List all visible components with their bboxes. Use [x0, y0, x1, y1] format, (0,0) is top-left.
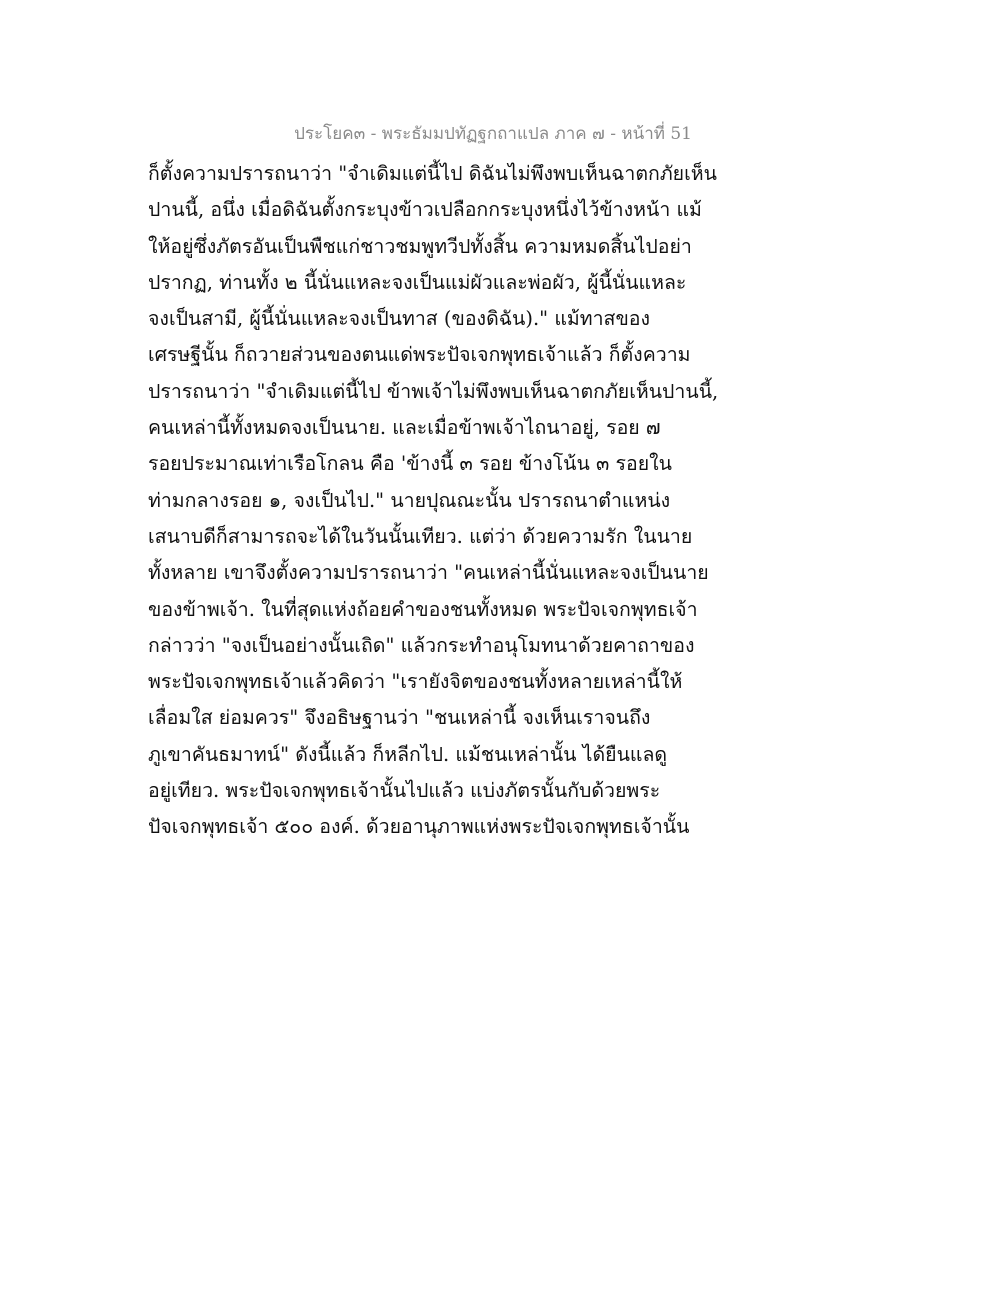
text-line: เลื่อมใส ย่อมควร" จึงอธิษฐานว่า "ชนเหล่านี้ จงเห็นเราจนถึง: [148, 706, 651, 730]
body-text: [148, 156, 719, 846]
running-header: ประโยค๓ - พระธัมมปทัฏฐกถาแปล ภาค ๗ - หน้าที่ 51: [294, 124, 692, 144]
text-line: ทั้งหลาย เขาจึงตั้งความปรารถนาว่า "คนเหล่านี้นั่นแหละจงเป็นนาย: [148, 561, 709, 585]
text-line: ภูเขาคันธมาทน์" ดังนี้แล้ว ก็หลีกไป. แม้ชนเหล่านั้น ได้ยืนแลดู: [148, 742, 668, 766]
text-line: ท่ามกลางรอย ๑, จงเป็นไป." นายปุณณะนั้น ปรารถนาตำแหน่ง: [148, 488, 671, 512]
text-line: ปรารถนาว่า "จำเดิมแต่นี้ไป ข้าพเจ้าไม่พึงพบเห็นฉาตกภัยเห็นปานนี้,: [148, 379, 719, 403]
text-line: ของข้าพเจ้า. ในที่สุดแห่งถ้อยคำของชนทั้งหมด พระปัจเจกพุทธเจ้า: [148, 597, 698, 621]
text-line: เสนาบดีก็สามารถจะได้ในวันนั้นเทียว. แต่ว่า ด้วยความรัก ในนาย: [148, 524, 693, 548]
text-line: ให้อยู่ซึ่งภัตรอันเป็นพืชแก่ชาวชมพูทวีปทั้งสิ้น ความหมดสิ้นไปอย่า: [148, 234, 692, 258]
text-line: ปัจเจกพุทธเจ้า ๕๐๐ องค์. ด้วยอานุภาพแห่งพระปัจเจกพุทธเจ้านั้น: [148, 815, 690, 839]
text-line: จงเป็นสามี, ผู้นี้นั่นแหละจงเป็นทาส (ของดิฉัน)." แม้ทาสของ: [148, 307, 651, 331]
text-line: พระปัจเจกพุทธเจ้าแล้วคิดว่า "เรายังจิตของชนทั้งหลายเหล่านี้ให้: [148, 670, 683, 694]
text-line: ก็ตั้งความปรารถนาว่า "จำเดิมแต่นี้ไป ดิฉันไม่พึงพบเห็นฉาตกภัยเห็น: [148, 162, 717, 185]
text-line: คนเหล่านี้ทั้งหมดจงเป็นนาย. และเมื่อข้าพเจ้าไถนาอยู่, รอย ๗: [148, 416, 661, 440]
text-line: ปานนี้, อนึ่ง เมื่อดิฉันตั้งกระบุงข้าวเปลือกกระบุงหนึ่งไว้ข้างหน้า แม้: [148, 198, 702, 222]
text-line: ปรากฏ, ท่านทั้ง ๒ นี้นั่นแหละจงเป็นแม่ผัวและพ่อผัว, ผู้นี้นั่นแหละ: [148, 270, 687, 294]
text-line: อยู่เทียว. พระปัจเจกพุทธเจ้านั้นไปแล้ว แบ่งภัตรนั้นกับด้วยพระ: [148, 779, 661, 803]
text-line: เศรษฐีนั้น ก็ถวายส่วนของตนแด่พระปัจเจกพุทธเจ้าแล้ว ก็ตั้งความ: [148, 343, 691, 367]
text-line: รอยประมาณเท่าเรือโกลน คือ 'ข้างนี้ ๓ รอย ข้างโน้น ๓ รอยใน: [148, 452, 673, 476]
text-line: กล่าวว่า "จงเป็นอย่างนั้นเถิด" แล้วกระทำอนุโมทนาด้วยคาถาของ: [148, 633, 695, 657]
